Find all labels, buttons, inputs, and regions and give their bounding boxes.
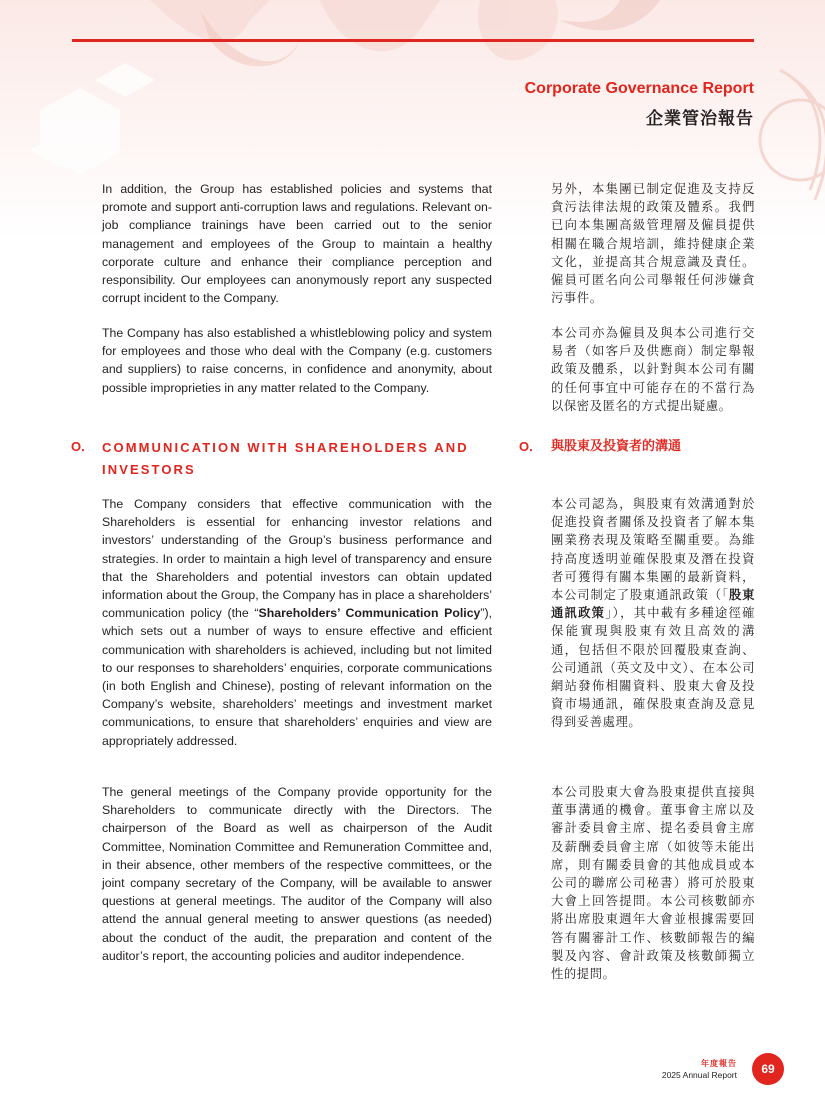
- anti-corruption-paragraph-en: [102, 180, 492, 307]
- footer-label-zh: 年度報告: [701, 1059, 737, 1068]
- report-title-zh: 企業管治報告: [646, 109, 754, 128]
- paragraph-text: The Company has also established a whistleblowing policy and system for employees and those who deal with the Company (e.g. customers and suppliers) to raise concerns, in confidence and anonymity, about possible improprieties in any matter related to the Company.: [102, 326, 492, 395]
- whistleblowing-paragraph-en: [102, 324, 492, 397]
- section-title-en: COMMUNICATION WITH SHAREHOLDERS AND INVESTORS: [102, 440, 469, 477]
- communication-policy-paragraph-zh: [551, 495, 755, 732]
- defined-term: 股東通訊政策: [551, 588, 755, 621]
- whistleblowing-paragraph-zh: [551, 324, 755, 415]
- paragraph-text: 另外，本集團已制定促進及支持反貪污法律法規的政策及體系。我們已向本集團高級管理層及僱員提供相關在職合規培訓，維持健康企業文化，並提高其合規意識及責任。僱員可匿名向公司舉報任何涉嫌貪污事件。: [551, 182, 755, 306]
- section-letter-en: O.: [71, 439, 85, 454]
- paragraph-text: [551, 495, 755, 732]
- paragraph-text: In addition, the Group has established policies and systems that promote and support anti-corruption laws and regulations. Relevant on-job compliance trainings have been carried out to the senior management and employees of the Group to maintain a healthy corporate culture and enhance their compliance perception and responsibility. Our employees can anonymously report any suspected corrupt incident to the Company.: [102, 182, 492, 306]
- anti-corruption-paragraph-zh: [551, 180, 755, 307]
- section-letter-zh: O.: [519, 439, 533, 454]
- report-title-en: Corporate Governance Report: [524, 80, 754, 97]
- page-number: 69: [752, 1053, 784, 1085]
- communication-policy-paragraph-en: [102, 495, 492, 750]
- paragraph-text-part: 」），其中載有多種途徑確保能實現與股東有效且高效的溝通，包括但不限於回覆股東查詢、公司通訊（英文及中文）、在本公司網站發佈相關資料、股東大會及投資市場通訊，確保股東查詢及意見得到妥善處理。: [551, 606, 756, 730]
- general-meetings-paragraph-zh: [551, 783, 755, 983]
- paragraph-text: 本公司亦為僱員及與本公司進行交易者（如客戶及供應商）制定舉報政策及體系，以針對與本公司有關的任何事宜中可能存在的不當行為以保密及匿名的方式提出疑慮。: [551, 326, 755, 413]
- paragraph-text-part: 本公司認為，與股東有效溝通對於促進投資者關係及投資者了解本集團業務表現及策略至關重要。為維持高度透明並確保股東及潛在投資者可獲得有關本集團的最新資料，本公司制定了股東通訊政策（「: [551, 497, 755, 603]
- paragraph-text-part: The Company considers that effective communication with the Shareholders is essential for enhancing investor relations and investors’ understanding of the Group’s business performance and strategies. In order to maintain a high level of transparency and ensure that the Shareholders and potential investors can obtain updated information about the Group, the Company has in place a shareholders’ communication policy (the “: [102, 497, 492, 621]
- defined-term: Shareholders’ Communication Policy: [258, 606, 481, 621]
- footer-label-en: 2025 Annual Report: [661, 1070, 737, 1080]
- paragraph-text-part: ”), which sets out a number of ways to ensure effective and efficient communication with shareholders is achieved, including but not limited to our responses to shareholders’ enquiries, corporate communications (in both English and Chinese), posting of relevant information on the Company’s website, shareholders’ meetings and investment market communications, to ensure that shareholders’ enquiries and view are appropriately addressed.: [102, 606, 492, 748]
- general-meetings-paragraph-en: [102, 783, 492, 965]
- header-rule: [72, 39, 754, 42]
- section-title-zh: 與股東及投資者的溝通: [551, 439, 682, 454]
- paragraph-text: [102, 495, 492, 750]
- paragraph-text: 本公司股東大會為股東提供直接與董事溝通的機會。董事會主席以及審計委員會主席、提名委員會主席及薪酬委員會主席（如彼等未能出席，則有關委員會的其他成員或本公司的聯席公司秘書）將可於股東大會上回答提問。本公司核數師亦將出席股東週年大會並根據需要回答有關審計工作、核數師報告的編製及內容、會計政策及核數師獨立性的提問。: [551, 785, 755, 982]
- paragraph-text: The general meetings of the Company provide opportunity for the Shareholders to communicate directly with the Directors. The chairperson of the Board as well as chairperson of the Audit Committee, Nomination Committee and Remuneration Committee and, in their absence, other members of the respective committees, or the joint company secretary of the Company, will be available to answer questions at general meetings. The auditor of the Company will also attend the annual general meeting to answer questions (as needed) about the conduct of the audit, the preparation and content of the auditor’s report, the accounting policies and auditor independence.: [102, 785, 492, 963]
